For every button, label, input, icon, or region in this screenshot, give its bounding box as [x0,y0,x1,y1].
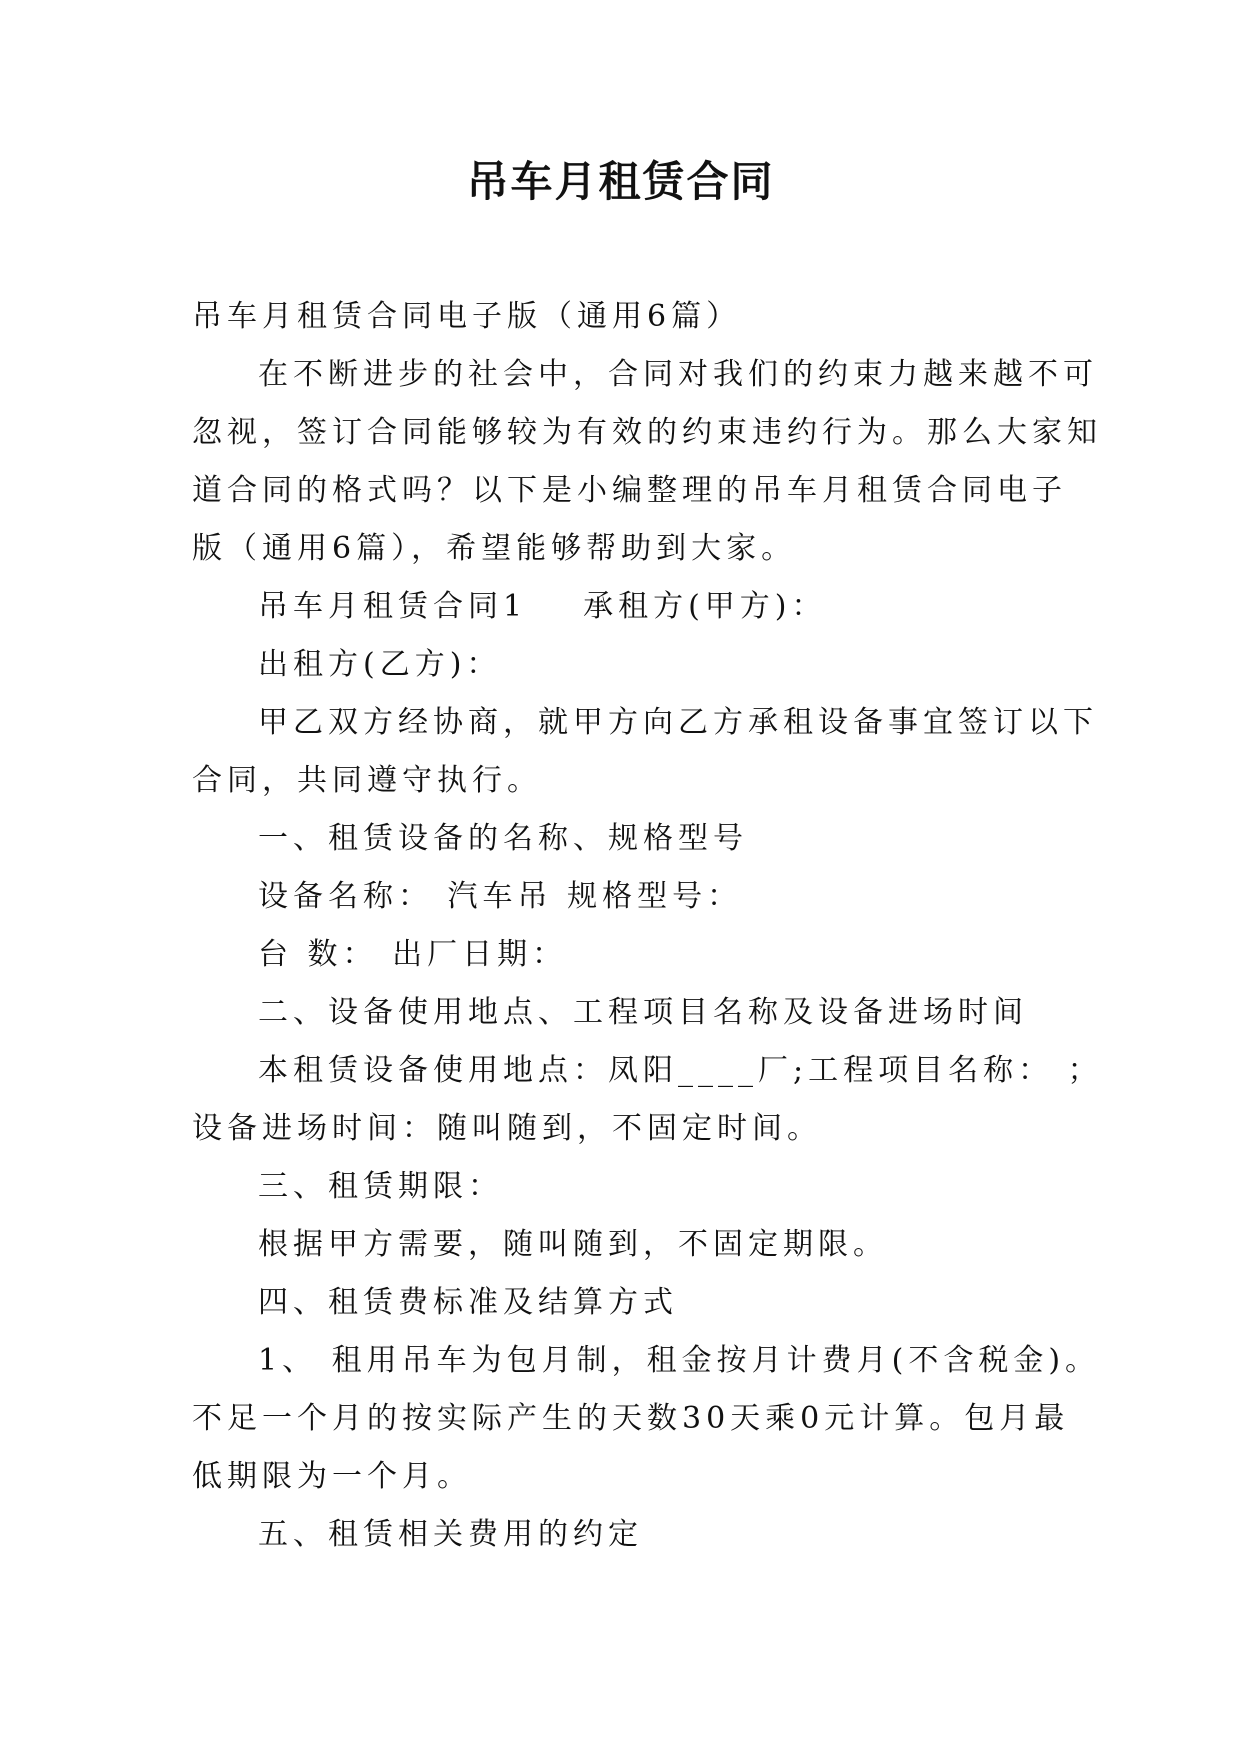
paragraph-line: 甲乙双方经协商，就甲方向乙方承租设备事宜签订以下 [258,705,1098,740]
document-title: 吊车月租赁合同 [466,157,775,206]
paragraph-line: 版（通用6篇），希望能够帮助到大家。 [192,531,797,566]
paragraph-line: 道合同的格式吗？以下是小编整理的吊车月租赁合同电子 [192,473,1067,508]
paragraph-line: 根据甲方需要，随叫随到，不固定期限。 [258,1227,888,1262]
paragraph-line: 合同，共同遵守执行。 [192,763,542,798]
paragraph-line: 本租赁设备使用地点：凤阳____厂;工程项目名称： ； [258,1053,1103,1088]
section-heading: 四、租赁费标准及结算方式 [258,1285,678,1320]
section-heading: 三、租赁期限： [258,1169,503,1204]
paragraph-line: 不足一个月的按实际产生的天数30天乘0元计算。包月最 [192,1401,1070,1436]
paragraph-line: 设备名称： 汽车吊 规格型号： [258,879,743,914]
lessee-label: 承租方(甲方)： [583,589,827,624]
section-heading: 五、租赁相关费用的约定 [258,1517,643,1552]
section-heading: 二、设备使用地点、工程项目名称及设备进场时间 [258,995,1028,1030]
paragraph-line: 低期限为一个月。 [192,1459,472,1494]
paragraph-line: 在不断进步的社会中，合同对我们的约束力越来越不可 [258,357,1098,392]
lessor-label: 出租方(乙方)： [258,647,502,682]
contract-number-label: 吊车月租赁合同1 [258,589,528,624]
contract-heading-line [192,578,1052,636]
section-heading: 一、租赁设备的名称、规格型号 [258,821,748,856]
document-body [192,288,1103,1564]
paragraph-line: 台 数： 出厂日期： [258,937,568,972]
paragraph-line: 忽视，签订合同能够较为有效的约束违约行为。那么大家知 [192,415,1102,450]
paragraph-line: 设备进场时间：随叫随到，不固定时间。 [192,1111,822,1146]
paragraph-line: 1、 租用吊车为包月制，租金按月计费月(不含税金)。 [258,1343,1101,1378]
subtitle-line: 吊车月租赁合同电子版（通用6篇） [192,299,742,334]
